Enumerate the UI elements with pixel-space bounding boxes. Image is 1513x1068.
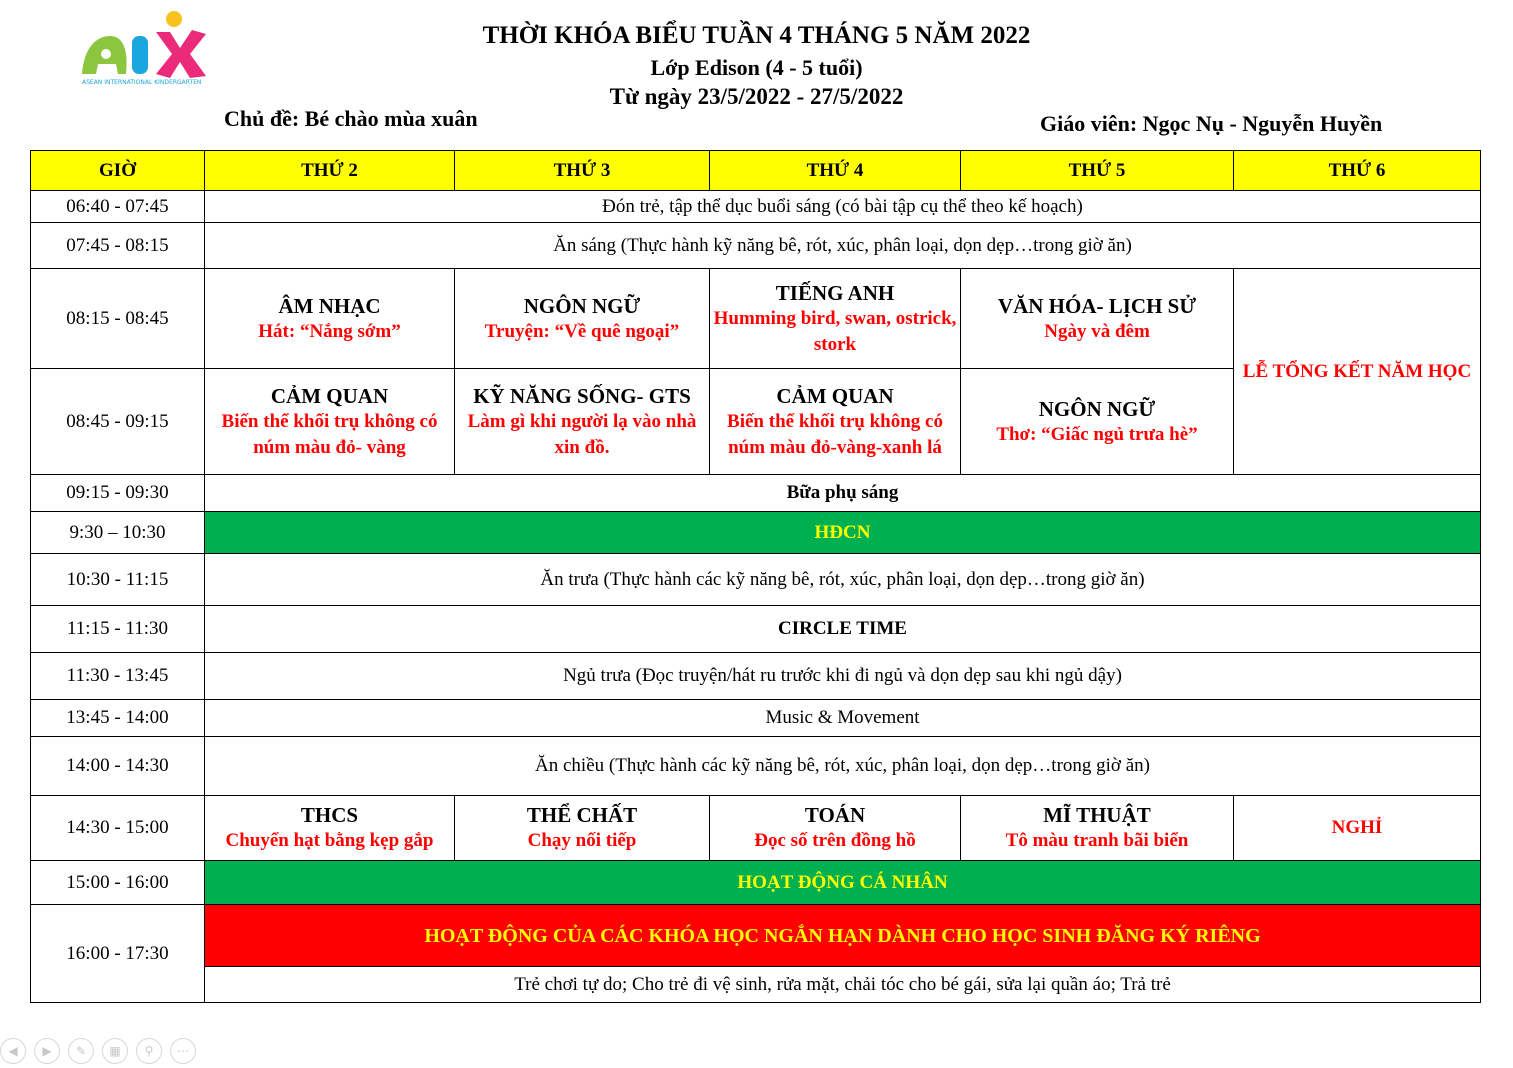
class-name: Lớp Edison (4 - 5 tuổi) <box>650 55 863 80</box>
table-row <box>31 606 1481 653</box>
col-header-fri: THỨ 6 <box>1234 151 1481 191</box>
time-cell: 09:15 - 09:30 <box>31 475 205 512</box>
lesson-cell-mon <box>205 796 455 861</box>
table-row <box>31 191 1481 223</box>
lesson-subject: ÂM NHẠC <box>278 293 381 318</box>
activity-cell-green: HOẠT ĐỘNG CÁ NHÂN <box>205 861 1481 905</box>
timetable <box>30 150 1481 1003</box>
lesson-detail: Biến thể khối trụ không có núm màu đỏ- vàng <box>221 410 438 458</box>
lesson-subject: THCS <box>300 803 359 827</box>
zoom-icon[interactable]: ⚲ <box>136 1038 162 1064</box>
lesson-cell-thu <box>961 796 1234 861</box>
next-icon[interactable]: ▶ <box>34 1038 60 1064</box>
time-cell: 16:00 - 17:30 <box>31 905 205 1003</box>
lesson-detail: Ngày và đêm <box>1044 320 1150 342</box>
lesson-subject: THỂ CHẤT <box>526 803 638 827</box>
table-row <box>31 967 1481 1003</box>
activity-cell: Ăn sáng (Thực hành kỹ năng bê, rót, xúc, phân loại, dọn dẹp…trong giờ ăn) <box>205 223 1481 269</box>
table-row <box>31 653 1481 700</box>
lesson-cell-thu <box>961 369 1234 475</box>
logo-subtext: ASEAN INTERNATIONAL KINDERGARTEN <box>82 79 202 86</box>
page-title: THỜI KHÓA BIỂU TUẦN 4 THÁNG 5 NĂM 2022 <box>482 22 1031 49</box>
time-cell: 11:15 - 11:30 <box>31 606 205 653</box>
table-row <box>31 512 1481 554</box>
lesson-cell-tue <box>455 369 710 475</box>
slides-icon[interactable]: ▦ <box>102 1038 128 1064</box>
time-cell: 11:30 - 13:45 <box>31 653 205 700</box>
activity-cell-green: HĐCN <box>205 512 1481 554</box>
teacher: Giáo viên: Ngọc Nụ - Nguyễn Huyền <box>1040 111 1383 136</box>
col-header-time: GIỜ <box>31 151 205 191</box>
lesson-detail: Tô màu tranh bãi biển <box>1005 830 1189 851</box>
lesson-detail: Đọc số trên đồng hồ <box>754 830 916 851</box>
col-header-tue: THỨ 3 <box>455 151 710 191</box>
lesson-detail: Chạy nối tiếp <box>527 830 637 851</box>
lesson-cell-mon <box>205 369 455 475</box>
lesson-detail: Hát: “Nắng sớm” <box>258 320 401 342</box>
activity-cell: Đón trẻ, tập thể dục buổi sáng (có bài tập cụ thể theo kế hoạch) <box>205 191 1481 223</box>
topic: Chủ đề: Bé chào mùa xuân <box>224 106 478 131</box>
time-cell: 15:00 - 16:00 <box>31 861 205 905</box>
time-cell: 06:40 - 07:45 <box>31 191 205 223</box>
table-row <box>31 700 1481 737</box>
table-row <box>31 737 1481 796</box>
more-icon[interactable]: ⋯ <box>170 1038 196 1064</box>
time-cell: 10:30 - 11:15 <box>31 554 205 606</box>
activity-cell-red: HOẠT ĐỘNG CỦA CÁC KHÓA HỌC NGẮN HẠN DÀNH CHO HỌC SINH ĐĂNG KÝ RIÊNG <box>205 905 1481 967</box>
table-row <box>31 475 1481 512</box>
time-cell: 08:15 - 08:45 <box>31 269 205 369</box>
activity-cell: Ăn chiều (Thực hành các kỹ năng bê, rót, xúc, phân loại, dọn dẹp…trong giờ ăn) <box>205 737 1481 796</box>
lesson-detail: Humming bird, swan, ostrick, stork <box>713 307 957 355</box>
pen-icon[interactable]: ✎ <box>68 1038 94 1064</box>
col-header-thu: THỨ 5 <box>961 151 1234 191</box>
time-cell: 13:45 - 14:00 <box>31 700 205 737</box>
lesson-subject: MĨ THUẬT <box>1043 803 1151 827</box>
lesson-detail: Truyện: “Về quê ngoại” <box>484 320 680 342</box>
prev-icon[interactable]: ◀ <box>0 1038 26 1064</box>
table-row <box>31 796 1481 861</box>
time-cell: 9:30 – 10:30 <box>31 512 205 554</box>
activity-cell: Trẻ chơi tự do; Cho trẻ đi vệ sinh, rửa mặt, chải tóc cho bé gái, sửa lại quần áo; Trả trẻ <box>205 967 1481 1003</box>
lesson-cell-tue <box>455 796 710 861</box>
lesson-detail: Biến thể khối trụ không có núm màu đỏ-vàng-xanh lá <box>727 410 943 458</box>
table-row <box>31 269 1481 369</box>
lesson-subject: CẢM QUAN <box>270 383 389 408</box>
lesson-detail: Thơ: “Giấc ngủ trưa hè” <box>996 423 1198 445</box>
time-cell: 08:45 - 09:15 <box>31 369 205 475</box>
lesson-cell-wed <box>710 369 961 475</box>
activity-cell: Ngủ trưa (Đọc truyện/hát ru trước khi đi ngủ và dọn dẹp sau khi ngủ dậy) <box>205 653 1481 700</box>
table-row <box>31 554 1481 606</box>
lesson-subject: NGÔN NGỮ <box>1038 396 1156 421</box>
day-off-cell: NGHỈ <box>1234 796 1481 861</box>
activity-cell: Bữa phụ sáng <box>205 475 1481 512</box>
lesson-subject: TIẾNG ANH <box>775 280 895 305</box>
activity-cell: CIRCLE TIME <box>205 606 1481 653</box>
col-header-wed: THỨ 4 <box>710 151 961 191</box>
year-end-ceremony-cell: LỄ TỔNG KẾT NĂM HỌC <box>1234 269 1481 475</box>
lesson-detail: Làm gì khi người lạ vào nhà xin đồ. <box>467 410 697 458</box>
time-cell: 07:45 - 08:15 <box>31 223 205 269</box>
activity-cell: Music & Movement <box>205 700 1481 737</box>
lesson-cell-tue <box>455 269 710 369</box>
lesson-subject: CẢM QUAN <box>776 383 894 408</box>
lesson-subject: VĂN HÓA- LỊCH SỬ <box>997 293 1197 318</box>
lesson-cell-wed <box>710 269 961 369</box>
date-range: Từ ngày 23/5/2022 - 27/5/2022 <box>609 84 904 109</box>
lesson-cell-mon <box>205 269 455 369</box>
table-row <box>31 861 1481 905</box>
slideshow-toolbar <box>0 1038 196 1068</box>
lesson-subject: KỸ NĂNG SỐNG- GTS <box>473 383 691 408</box>
lesson-cell-thu <box>961 269 1234 369</box>
table-row <box>31 223 1481 269</box>
col-header-mon: THỨ 2 <box>205 151 455 191</box>
header-row <box>31 151 1481 191</box>
lesson-subject: TOÁN <box>804 803 866 827</box>
lesson-subject: NGÔN NGỮ <box>523 293 641 318</box>
time-cell: 14:00 - 14:30 <box>31 737 205 796</box>
activity-cell: Ăn trưa (Thực hành các kỹ năng bê, rót, xúc, phân loại, dọn dẹp…trong giờ ăn) <box>205 554 1481 606</box>
lesson-cell-wed <box>710 796 961 861</box>
table-row <box>31 905 1481 967</box>
time-cell: 14:30 - 15:00 <box>31 796 205 861</box>
lesson-detail: Chuyển hạt bằng kẹp gắp <box>225 830 434 851</box>
